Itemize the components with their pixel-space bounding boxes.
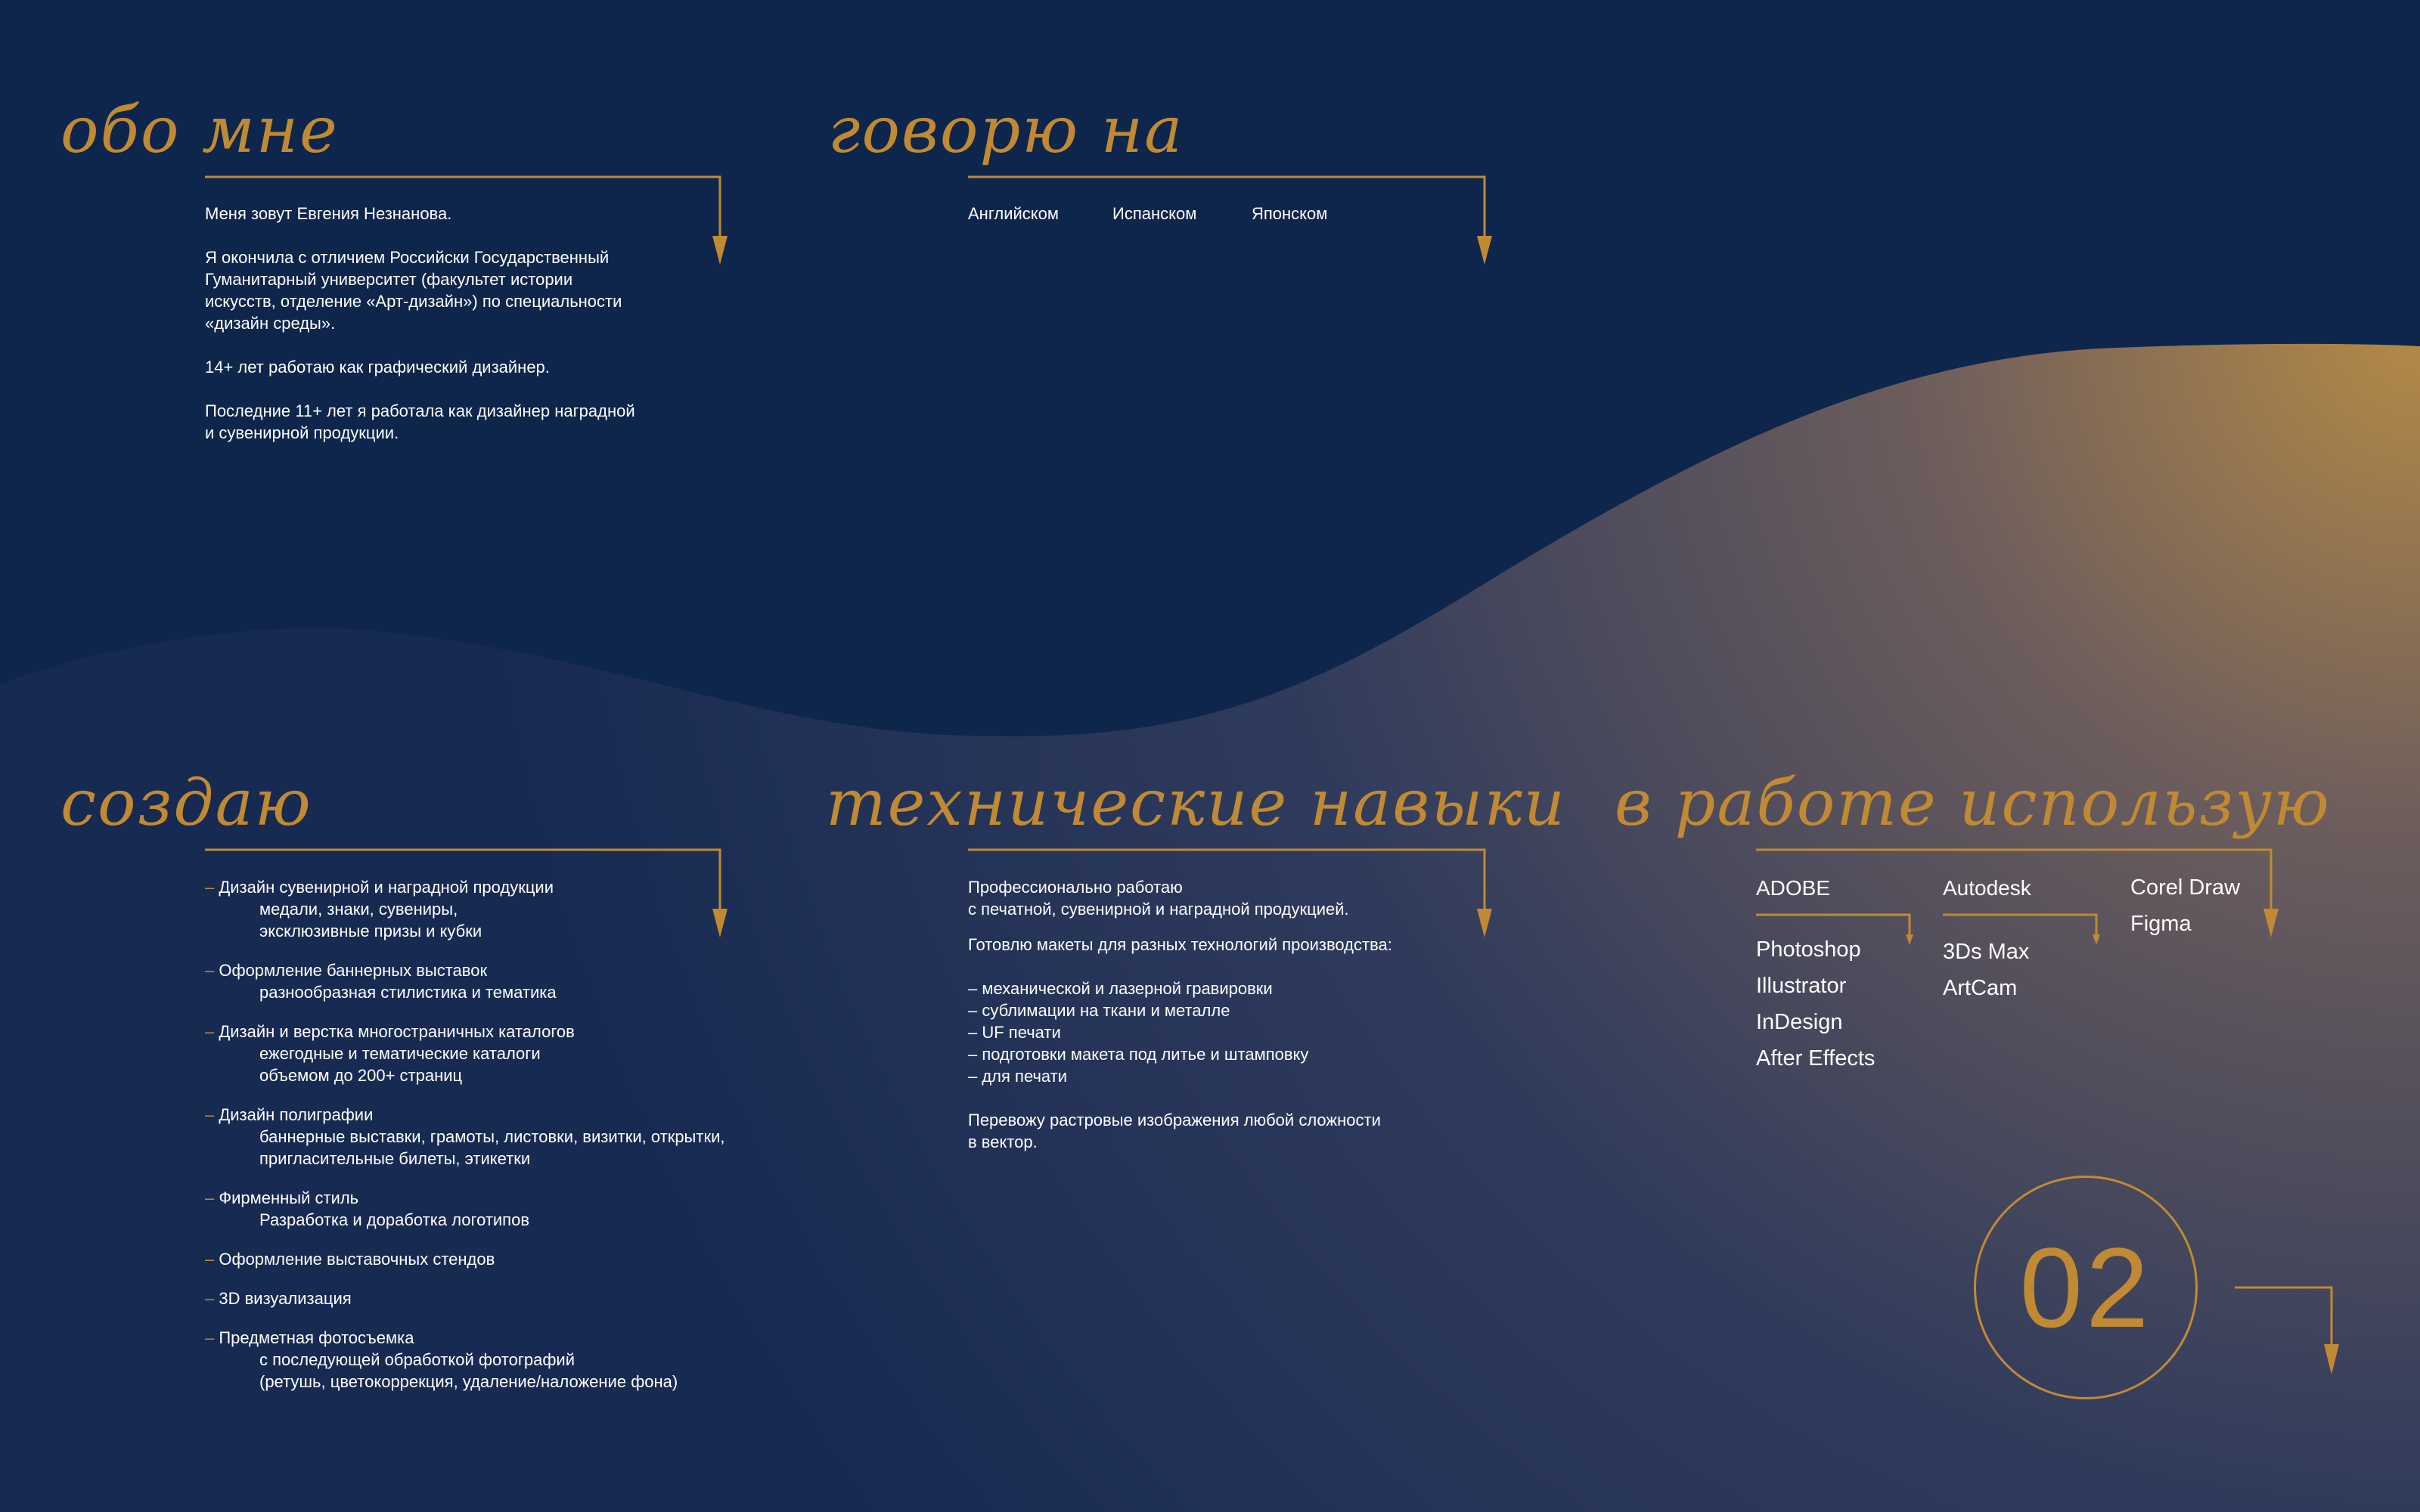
create-item-title: Оформление баннерных выставок bbox=[219, 961, 488, 980]
create-item-sub: пригласительные билеты, этикетки bbox=[259, 1149, 531, 1168]
about-education-line2: Гуманитарный университет (факультет истории bbox=[205, 270, 573, 289]
tools-adobe-title: ADOBE bbox=[1756, 876, 1831, 900]
about-experience: 14+ лет работаю как графический дизайнер. bbox=[205, 358, 550, 376]
create-item bbox=[205, 1104, 810, 1170]
create-item-title: Дизайн и верстка многостраничных каталогов bbox=[219, 1022, 575, 1041]
create-item bbox=[205, 876, 810, 942]
create-item-title: Дизайн сувенирной и наградной продукции bbox=[219, 878, 554, 897]
tools-heading: в работе использую bbox=[1615, 766, 2331, 840]
create-item bbox=[205, 1187, 810, 1231]
create-item bbox=[205, 959, 810, 1003]
create-item-sub: разнообразная стилистика и тематика bbox=[259, 983, 557, 1002]
tool-item: After Effects bbox=[1756, 1046, 1876, 1070]
create-item bbox=[205, 1021, 810, 1086]
create-item-sub: эксклюзивные призы и кубки bbox=[259, 922, 482, 940]
create-item-sub: с последующей обработкой фотографий bbox=[259, 1350, 576, 1369]
tech-list-item: – UF печати bbox=[968, 1023, 1061, 1042]
create-item bbox=[205, 1287, 810, 1309]
about-education-line3: искусств, отделение «Арт-дизайн») по специальности bbox=[205, 292, 622, 311]
tech-text bbox=[968, 876, 1497, 1153]
tech-prepare: Готовлю макеты для разных технологий производства: bbox=[968, 935, 1392, 954]
tool-item: ArtCam bbox=[1943, 976, 2018, 1000]
create-item-title: Предметная фотосъемка bbox=[219, 1328, 414, 1347]
tech-vector-line1: Перевожу растровые изображения любой сложности bbox=[968, 1111, 1381, 1129]
language-english: Английском bbox=[968, 204, 1060, 223]
list-dash: – bbox=[205, 1289, 219, 1308]
create-item bbox=[205, 1248, 810, 1270]
create-item-sub: баннерные выставки, грамоты, листовки, визитки, открытки, bbox=[259, 1127, 725, 1146]
create-item-sub: Разработка и доработка логотипов bbox=[259, 1210, 530, 1229]
tool-item: InDesign bbox=[1756, 1010, 1843, 1034]
page-number: 02 bbox=[1974, 1176, 2198, 1399]
create-item bbox=[205, 1327, 810, 1393]
about-education-line1: Я окончила с отличием Российски Государственный bbox=[205, 248, 610, 267]
tools-autodesk-list bbox=[1943, 934, 2029, 1006]
create-item-title: Оформление выставочных стендов bbox=[219, 1250, 495, 1269]
tool-item: Figma bbox=[2130, 912, 2192, 936]
create-item-sub: медали, знаки, сувениры, bbox=[259, 900, 458, 919]
tech-list-item: – механической и лазерной гравировки bbox=[968, 979, 1273, 998]
create-item-title: Фирменный стиль bbox=[219, 1188, 359, 1207]
tools-autodesk-title: Autodesk bbox=[1943, 876, 2031, 900]
about-text bbox=[205, 203, 719, 444]
create-heading: создаю bbox=[60, 766, 312, 840]
tech-list-item: – сублимации на ткани и металле bbox=[968, 1001, 1230, 1020]
tech-list-item: – подготовки макета под литье и штамповку bbox=[968, 1045, 1309, 1064]
list-dash: – bbox=[205, 878, 219, 897]
tools-other-list bbox=[2130, 869, 2240, 942]
list-dash: – bbox=[205, 1250, 219, 1269]
list-dash: – bbox=[205, 1188, 219, 1207]
list-dash: – bbox=[205, 961, 219, 980]
about-recent-line1: Последние 11+ лет я работала как дизайнер наградной bbox=[205, 401, 635, 420]
create-item-title: Дизайн полиграфии bbox=[219, 1105, 374, 1124]
about-recent-line2: и сувенирной продукции. bbox=[205, 423, 399, 442]
about-heading: обо мне bbox=[60, 93, 339, 167]
create-item-sub: объемом до 200+ страниц bbox=[259, 1066, 463, 1085]
create-list bbox=[205, 876, 810, 1410]
list-dash: – bbox=[205, 1022, 219, 1041]
language-japanese: Японском bbox=[1252, 204, 1328, 223]
languages-heading: говорю на bbox=[828, 93, 1184, 167]
create-item-title: 3D визуализация bbox=[219, 1289, 352, 1308]
tool-item: 3Ds Max bbox=[1943, 940, 2030, 964]
about-education-line4: «дизайн среды». bbox=[205, 314, 336, 333]
about-name: Меня зовут Евгения Незнанова. bbox=[205, 204, 452, 223]
tool-item: Illustrator bbox=[1756, 974, 1847, 998]
language-spanish: Испанском bbox=[1112, 204, 1197, 223]
tech-list-item: – для печати bbox=[968, 1067, 1068, 1086]
tech-vector-line2: в вектор. bbox=[968, 1132, 1038, 1151]
tools-adobe-list bbox=[1756, 931, 1875, 1077]
create-item-sub: ежегодные и тематические каталоги bbox=[259, 1044, 541, 1063]
tech-intro-line1: Профессионально работаю bbox=[968, 878, 1183, 897]
list-dash: – bbox=[205, 1328, 219, 1347]
tech-heading: технические навыки bbox=[826, 766, 1566, 840]
create-item-sub: (ретушь, цветокоррекция, удаление/наложение фона) bbox=[259, 1372, 678, 1391]
tech-intro-line2: с печатной, сувенирной и наградной продукцией. bbox=[968, 900, 1349, 919]
tool-item: Photoshop bbox=[1756, 937, 1861, 962]
tool-item: Corel Draw bbox=[2130, 875, 2241, 900]
list-dash: – bbox=[205, 1105, 219, 1124]
